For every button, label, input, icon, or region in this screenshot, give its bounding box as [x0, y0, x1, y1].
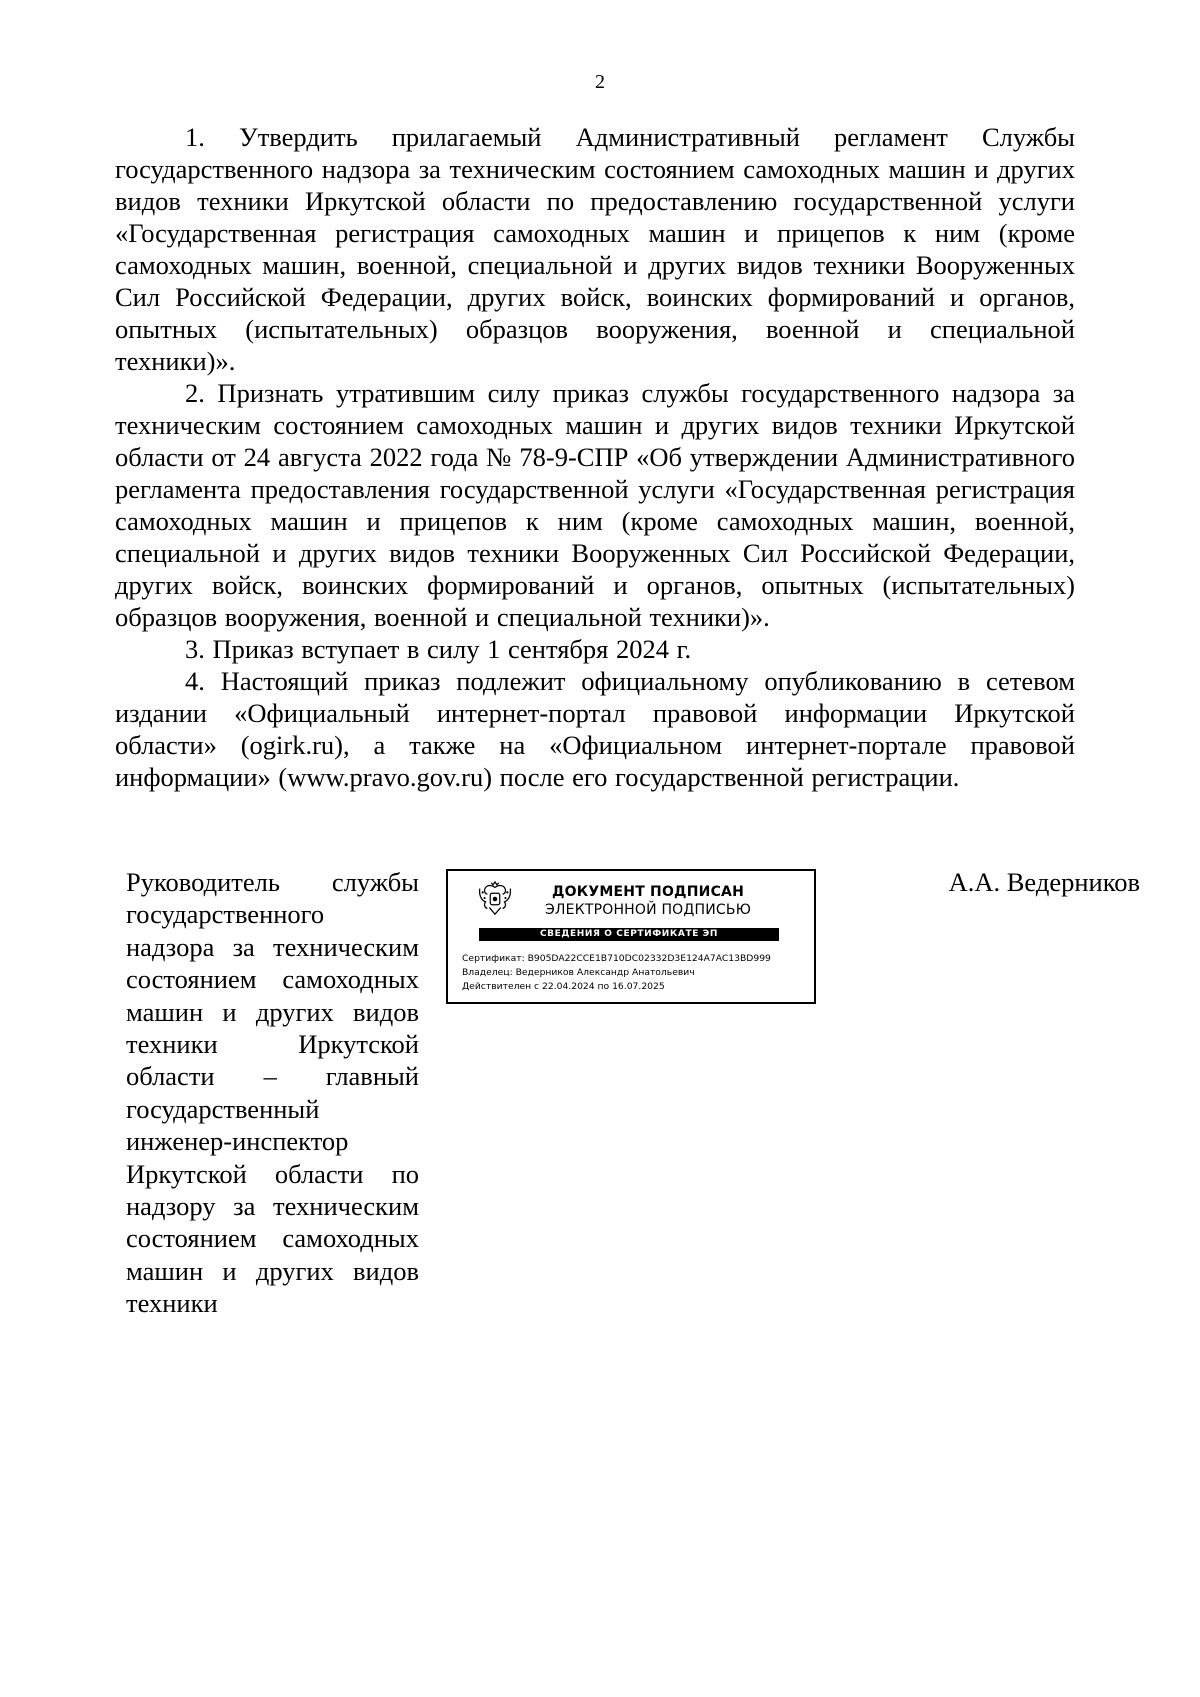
certificate-validity: Действителен с 22.04.2024 по 16.07.2025	[462, 981, 665, 992]
coat-of-arms-icon	[476, 879, 514, 919]
certificate-header-bar: СВЕДЕНИЯ О СЕРТИФИКАТЕ ЭП	[479, 928, 779, 941]
paragraph-1: 1. Утвердить прилагаемый Административный регламент Службы государственного надзора за техническим состоянием самоходных машин и других видов техники Иркутской области по предоставлению государственной услуги «Государственная регистрация самоходных машин и прицепов к ним (кроме самоходных машин, военной, специальной и других видов техники Вооруженных Сил Российской Федерации, других войск, воинских формирований и органов, опытных (испытательных) образцов вооружения, военной и специальной техники)».	[115, 122, 1075, 376]
paragraph-4: 4. Настоящий приказ подлежит официальному опубликованию в сетевом издании «Официальный интернет-портал правовой информации Иркутской области» (ogirk.ru), а также на «Официальном интернет-портале правовой информации» (www.pravo.gov.ru) после его государственной регистрации.	[115, 666, 1075, 792]
certificate-number: Сертификат: B905DA22CCE1B710DC02332D3E124A7AC13BD999	[462, 953, 771, 964]
signer-position: Руководитель службы государственного надзора за техническим состоянием самоходных машин и других видов техники Иркутской области – главный государственный инженер-инспектор Иркутской области по надзору за техническим состоянием самоходных машин и других видов техники	[126, 867, 419, 1319]
stamp-title	[528, 883, 768, 919]
stamp-title-line-2: ЭЛЕКТРОННОЙ ПОДПИСЬЮ	[544, 902, 752, 918]
certificate-owner: Владелец: Ведерников Александр Анатольевич	[462, 967, 695, 978]
paragraph-2: 2. Признать утратившим силу приказ службы государственного надзора за техническим состоянием самоходных машин и других видов техники Иркутской области от 24 августа 2022 года № 78-9-СПР «Об утверждении Административного регламента предоставления государственной услуги «Государственная регистрация самоходных машин и прицепов к ним (кроме самоходных машин, военной, специальной и других видов техники Вооруженных Сил Российской Федерации, других войск, воинских формирований и органов, опытных (испытательных) образцов вооружения, военной и специальной техники)».	[115, 378, 1075, 632]
stamp-title-line-1: ДОКУМЕНТ ПОДПИСАН	[552, 884, 744, 900]
document-body	[115, 121, 1075, 793]
certificate-details	[462, 952, 816, 994]
paragraph-3: 3. Приказ вступает в силу 1 сентября 2024 г.	[185, 634, 692, 664]
page-number: 2	[595, 71, 605, 93]
signer-name: А.А. Ведерников	[948, 867, 1140, 897]
electronic-signature-stamp	[446, 869, 816, 1004]
